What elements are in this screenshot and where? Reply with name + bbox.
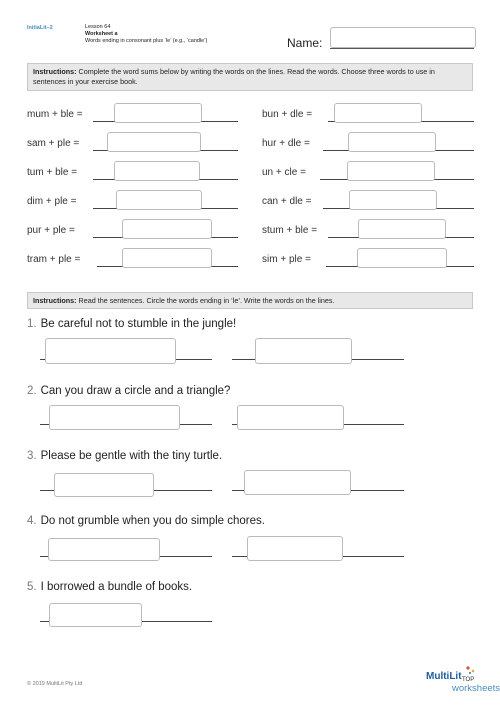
word-sum-right: hur + dle = [262,138,310,149]
name-label: Name: [287,36,323,50]
sentence-number: 1. [27,318,37,330]
answer-input[interactable] [54,473,154,497]
answer-input[interactable] [244,470,351,495]
sentence-number: 2. [27,385,37,397]
sentence-text: Can you draw a circle and a triangle? [40,385,231,397]
sentence-number: 3. [27,450,37,462]
program-label: InitiaLit–2 [27,25,53,31]
sentence-text: Be careful not to stumble in the jungle! [40,318,237,330]
answer-input[interactable] [237,405,344,430]
sentence-number: 5. [27,581,37,593]
lesson-number: Lesson 64 [85,24,111,30]
sentence-5 [27,581,192,593]
answer-input[interactable] [122,219,212,239]
word-sum-left: pur + ple = [27,225,75,236]
worksheet-subtitle: Words ending in consonant plus ‘le’ (e.g., ‘candle’) [85,38,208,44]
name-input[interactable] [330,27,476,48]
instructions-box-2 [27,292,473,309]
answer-input[interactable] [347,161,435,181]
answer-input[interactable] [116,190,202,210]
answer-input[interactable] [48,538,160,561]
instructions-label-2: Instructions: [33,296,77,305]
word-sum-right: stum + ble = [262,225,318,236]
sentence-text: Do not grumble when you do simple chores. [40,515,265,527]
instructions-text-1: Complete the word sums below by writing the words on the lines. Read the words. Choose three words to use in sentences in your exercise book. [33,67,435,86]
word-sum-left: tum + ble = [27,167,78,178]
sentence-text: I borrowed a bundle of books. [40,581,193,593]
answer-input[interactable] [114,103,202,123]
sentence-2 [27,385,230,397]
instructions-label-1: Instructions: [33,67,77,76]
word-sum-left: tram + ple = [27,254,81,265]
word-sum-left: dim + ple = [27,196,77,207]
answer-input[interactable] [107,132,201,152]
logo-brand: MultiLit [426,671,462,682]
word-sum-left: mum + ble = [27,109,83,120]
sentence-number: 4. [27,515,37,527]
answer-input[interactable] [49,405,180,430]
logo-worksheets: worksheets [452,683,500,694]
instructions-box-1 [27,63,473,91]
answer-input[interactable] [358,219,446,239]
answer-input[interactable] [49,603,142,627]
answer-input[interactable] [45,338,176,364]
sentence-1 [27,318,236,330]
word-sum-right: sim + ple = [262,254,311,265]
sentence-text: Please be gentle with the tiny turtle. [40,450,223,462]
answer-input[interactable] [122,248,212,268]
worksheet-label: Worksheet a [85,31,118,37]
word-sum-right: can + dle = [262,196,312,207]
sentence-3 [27,450,222,462]
logo-top: TOP [462,677,475,683]
name-underline [330,48,474,49]
answer-input[interactable] [114,161,200,181]
instructions-text-2: Read the sentences. Circle the words ending in ‘le’. Write the words on the lines. [78,296,335,305]
answer-input[interactable] [348,132,436,152]
answer-input[interactable] [349,190,437,210]
sentence-4 [27,515,265,527]
answer-input[interactable] [334,103,422,123]
copyright-text: © 2019 MultiLit Pty Ltd [27,681,83,687]
word-sum-left: sam + ple = [27,138,80,149]
word-sum-right: un + cle = [262,167,306,178]
answer-input[interactable] [357,248,447,268]
answer-input[interactable] [255,338,352,364]
word-sum-right: bun + dle = [262,109,313,120]
answer-input[interactable] [247,536,343,561]
lesson-info [85,24,207,45]
